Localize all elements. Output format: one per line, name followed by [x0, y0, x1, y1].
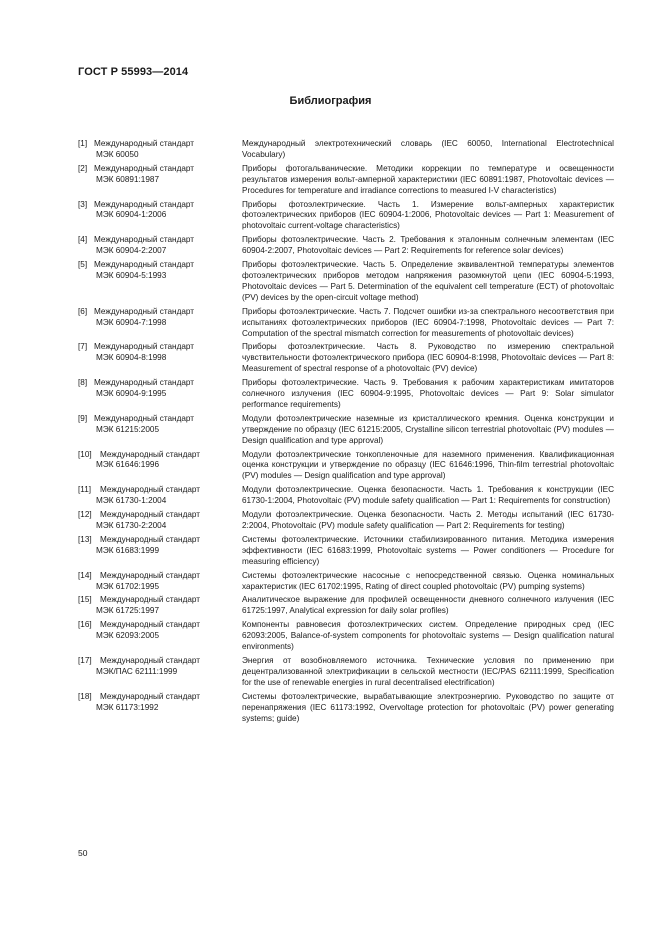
entry-number: [4] — [78, 235, 88, 245]
entry-source — [78, 414, 242, 447]
bibliography-entry-8 — [78, 378, 614, 411]
entry-code: МЭК 61725:1997 — [96, 606, 160, 616]
entry-number: [3] — [78, 199, 88, 209]
entry-description: Приборы фотоэлектрические. Часть 8. Руководство по измерению спектральной чувствительности фотоэлектрического прибора (IEC 60904-8:1998, Photovoltaic devices — Part 8: Measurement of spectral response of a photovoltaic (PV) device) — [242, 342, 614, 374]
entry-number: [15] — [78, 595, 92, 605]
entry-type: Международный стандарт — [94, 378, 195, 388]
entry-type: Международный стандарт — [100, 510, 201, 520]
entry-description: Модули фотоэлектрические. Оценка безопасности. Часть 2. Методы испытаний (IEC 61730-2:2004, Photovoltaic (PV) module safety qualification — Part 2: Requirements for testing) — [242, 510, 614, 530]
entry-number: [13] — [78, 534, 92, 544]
entry-type: Международный стандарт — [94, 306, 195, 316]
entry-source — [78, 656, 242, 689]
bibliography-entry-3 — [78, 200, 614, 233]
bibliography-entry-2 — [78, 164, 614, 197]
entry-description: Аналитическое выражение для профилей освещенности дневного солнечного излучения (IEC 61725:1997, Analytical expression for daily solar profiles) — [242, 595, 614, 616]
entry-number: [6] — [78, 306, 88, 316]
entry-description: Модули фотоэлектрические наземные из кристаллического кремния. Оценка конструкции и утверждение по образцу (IEC 61215:2005, Crystalline silicon terrestrial photovoltaic (PV) modules — Design qualification and type approval) — [242, 413, 614, 445]
entry-code: МЭК 61730-1:2004 — [96, 496, 167, 506]
entry-code: МЭК 60904-1:2006 — [96, 210, 167, 220]
entry-description: Системы фотоэлектрические. Источники стабилизированного питания. Методика измерения эффективности (IEC 61683:1999, Photovoltaic systems — Power conditioners — Procedure for measuring efficiency) — [242, 534, 614, 566]
entry-type: Международный стандарт — [94, 413, 195, 423]
bibliography-entry-14 — [78, 571, 614, 593]
bibliography-entry-6 — [78, 307, 614, 340]
entry-code: МЭК/ПАС 62111:1999 — [96, 666, 178, 676]
entry-source — [78, 692, 242, 725]
entry-source — [78, 510, 242, 532]
entry-number: [18] — [78, 691, 92, 701]
entry-code: МЭК 60891:1987 — [96, 174, 160, 184]
entry-description: Приборы фотоэлектрические. Часть 7. Подсчет ошибки из-за спектрального несоответствия при испытаниях фотоэлектрических приборов (IEC 60904-7:1998, Photovoltaic devices — Part 7: Computation of the spectral mismatch correction for measurements of photovoltaic devices) — [242, 306, 614, 338]
entry-source — [78, 200, 242, 233]
entry-code: МЭК 61646:1996 — [96, 460, 160, 470]
bibliography-entry-16 — [78, 620, 614, 653]
entry-type: Международный стандарт — [94, 235, 195, 245]
entry-source — [78, 595, 242, 617]
entry-code: МЭК 61730-2:2004 — [96, 521, 167, 530]
entry-source — [78, 260, 242, 304]
entry-type: Международный стандарт — [100, 655, 201, 665]
entry-description: Модули фотоэлектрические. Оценка безопасности. Часть 1. Требования к конструкции (IEC 61730-1:2004, Photovoltaic (PV) module safety qualification — Part 1: Requirements for construction) — [242, 485, 614, 506]
bibliography-entry-15 — [78, 595, 614, 617]
entry-number: [2] — [78, 163, 88, 173]
entry-type: Международный стандарт — [100, 449, 201, 459]
entry-code: МЭК 60904-2:2007 — [96, 246, 167, 256]
entry-number: [1] — [78, 139, 88, 148]
entry-source — [78, 342, 242, 375]
entry-code: МЭК 60904-5:1993 — [96, 270, 167, 280]
entry-source — [78, 620, 242, 653]
bibliography-entry-12 — [78, 510, 614, 532]
bibliography-entry-10 — [78, 450, 614, 483]
entry-description: Энергия от возобновляемого источника. Технические условия по применению при децентрализованной электрификации в сельской местности (IEC/PAS 62111:1999, Specification for the use of renewable energies in rural decentralised electrification) — [242, 655, 614, 687]
entry-type: Международный стандарт — [94, 139, 195, 148]
entry-number: [12] — [78, 510, 92, 520]
entry-description: Приборы фотоэлектрические. Часть 2. Требования к эталонным солнечным элементам (IEC 60904-2:2007, Photovoltaic devices — Part 2: Requirements for reference solar devices) — [242, 235, 614, 256]
entry-number: [16] — [78, 620, 92, 630]
entry-source — [78, 378, 242, 411]
entry-type: Международный стандарт — [100, 595, 201, 605]
entry-description: Приборы фотогальванические. Методики коррекции по температуре и освещенности результатов измерения вольт-амперной характеристики (IEC 60891:1987, Photovoltaic devices — Procedures for temperature and irradiance corrections to measured I-V characteristics) — [242, 163, 614, 195]
entry-source — [78, 450, 242, 483]
bibliography-entry-5 — [78, 260, 614, 304]
entry-type: Международный стандарт — [100, 620, 201, 630]
entry-source — [78, 139, 242, 161]
entry-source — [78, 164, 242, 197]
entry-source — [78, 235, 242, 257]
entry-description: Приборы фотоэлектрические. Часть 5. Определение эквивалентной температуры элементов фотоэлектрических приборов методом напряжения разомкнутой цепи (IEC 60904-5:1993, Photovoltaic devices — Part 5. Determination of the equivalent cell temperature (ECT) of photovoltaic (PV) devices by the open-circuit voltage method) — [242, 260, 614, 302]
entry-code: МЭК 61683:1999 — [96, 545, 160, 555]
entry-code: МЭК 60904-8:1998 — [96, 353, 167, 363]
entry-code: МЭК 60904-7:1998 — [96, 317, 167, 327]
entry-description: Компоненты равновесия фотоэлектрических систем. Определение природных сред (IEC 62093:2005, Balance-of-system components for photovoltaic systems — Design qualification natural environments) — [242, 620, 614, 652]
bibliography-entry-17 — [78, 656, 614, 689]
entry-source — [78, 485, 242, 507]
entry-code: МЭК 60050 — [96, 149, 139, 159]
entry-number: [14] — [78, 570, 92, 580]
entry-description: Приборы фотоэлектрические. Часть 9. Требования к рабочим характеристикам имитаторов солнечного излучения (IEC 60904-9:1995, Photovoltaic devices — Part 9: Solar simulator performance requirements) — [242, 378, 614, 409]
entry-code: МЭК 62093:2005 — [96, 631, 160, 641]
entry-description: Международный электротехнический словарь (IEC 60050, International Electrotechnical Vocabulary) — [242, 139, 614, 159]
entry-description: Системы фотоэлектрические, вырабатывающие электроэнергию. Руководство по защите от перенапряжения (IEC 61173:1992, Overvoltage protection for photovoltaic (PV) power generating systems; guide) — [242, 691, 614, 723]
bibliography-list — [78, 139, 614, 727]
entry-code: МЭК 61702:1995 — [96, 581, 160, 591]
section-title: Библиография — [289, 95, 372, 107]
document-header: ГОСТ Р 55993—2014 — [78, 66, 189, 78]
entry-type: Международный стандарт — [100, 485, 201, 495]
bibliography-entry-4 — [78, 235, 614, 257]
entry-number: [17] — [78, 655, 92, 665]
entry-type: Международный стандарт — [94, 260, 195, 270]
entry-description: Модули фотоэлектрические тонкопленочные для наземного применения. Квалификационная оценка конструкции и утверждение по образцу (IEC 61646:1996, Thin-film terrestrial photovoltaic (PV) modules — Design qualification and type approval) — [242, 449, 614, 481]
entry-source — [78, 571, 242, 593]
entry-type: Международный стандарт — [100, 534, 201, 544]
entry-type: Международный стандарт — [100, 691, 201, 701]
entry-type: Международный стандарт — [94, 199, 195, 209]
entry-type: Международный стандарт — [94, 342, 195, 352]
bibliography-entry-13 — [78, 535, 614, 568]
entry-description: Системы фотоэлектрические насосные с непосредственной связью. Оценка номинальных характеристик (IEC 61702:1995, Rating of direct coupled photovoltaic (PV) pumping systems) — [242, 570, 614, 591]
entry-code: МЭК 61215:2005 — [96, 424, 160, 434]
entry-code: МЭК 61173:1992 — [96, 702, 159, 712]
bibliography-entry-9 — [78, 414, 614, 447]
entry-code: МЭК 60904-9:1995 — [96, 389, 167, 399]
entry-number: [7] — [78, 342, 88, 352]
entry-type: Международный стандарт — [94, 163, 195, 173]
entry-source — [78, 535, 242, 568]
entry-number: [5] — [78, 260, 88, 270]
entry-number: [11] — [78, 485, 92, 495]
bibliography-entry-18 — [78, 692, 614, 725]
entry-type: Международный стандарт — [100, 570, 201, 580]
entry-number: [9] — [78, 413, 88, 423]
bibliography-entry-1 — [78, 139, 614, 161]
entry-description: Приборы фотоэлектрические. Часть 1. Измерение вольт-амперных характеристик фотоэлектрических приборов (IEC 60904-1:2006, Photovoltaic devices — Part 1: Measurement of photovoltaic current-voltage characteristics) — [242, 199, 614, 231]
entry-number: [10] — [78, 449, 92, 459]
entry-number: [8] — [78, 378, 88, 388]
bibliography-entry-7 — [78, 342, 614, 375]
bibliography-entry-11 — [78, 485, 614, 507]
page-number: 50 — [78, 848, 88, 858]
entry-source — [78, 307, 242, 340]
